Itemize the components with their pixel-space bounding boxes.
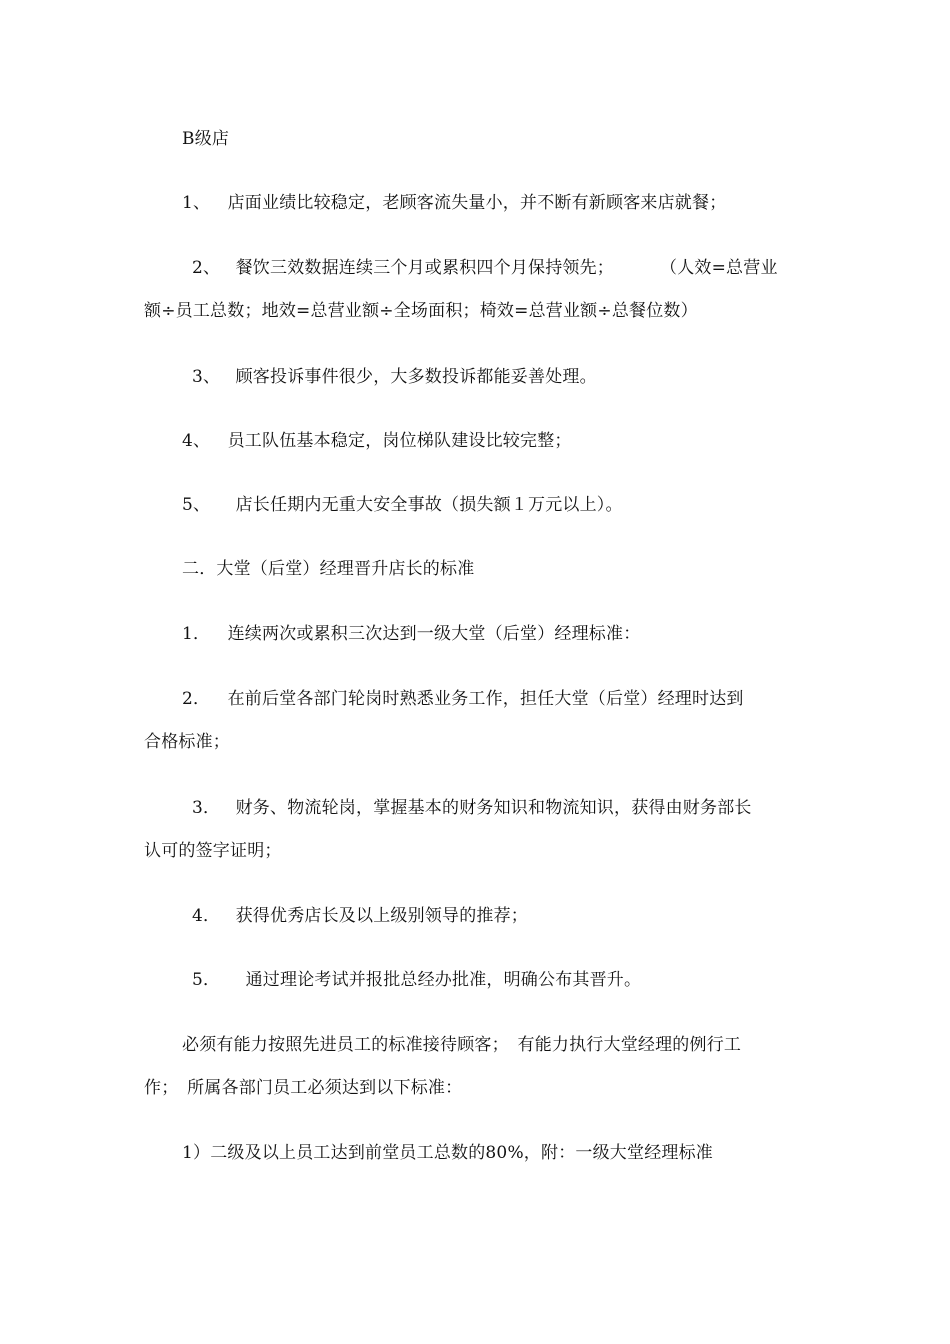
promo-item-2-number: 2．	[182, 689, 211, 709]
promo-item-3-number: 3．	[192, 798, 221, 818]
promo-item-4	[192, 905, 528, 927]
b-item-3-number: 3、	[192, 367, 221, 387]
b-item-5-text: 店长任期内无重大安全事故（损失额１万元以上）。	[235, 495, 623, 515]
ability-paragraph-line-1: 必须有能力按照先进员工的标准接待顾客； 有能力执行大堂经理的例行工	[182, 1035, 742, 1055]
promo-item-1-text: 连续两次或累积三次达到一级大堂（后堂）经理标准：	[227, 624, 641, 644]
b-item-2-text: 餐饮三效数据连续三个月或累积四个月保持领先；	[235, 258, 615, 278]
b-item-3	[192, 366, 597, 388]
b-item-4	[182, 430, 572, 452]
b-item-3-text: 顾客投诉事件很少，大多数投诉都能妥善处理。	[235, 367, 597, 387]
b-item-1	[182, 192, 726, 214]
b-item-4-number: 4、	[182, 431, 211, 451]
b-item-5-number: 5、	[182, 495, 211, 515]
promo-item-4-number: 4．	[192, 906, 221, 926]
b-item-2-formula-continued: 额÷员工总数；地效=总营业额÷全场面积；椅效=总营业额÷总餐位数）	[144, 301, 698, 321]
promo-item-5-number: 5．	[192, 970, 221, 990]
b-item-2-formula-start: （人效=总营业	[660, 258, 778, 278]
promo-item-1-number: 1．	[182, 624, 211, 644]
promo-item-3-text: 财务、物流轮岗，掌握基本的财务知识和物流知识，获得由财务部长	[235, 798, 752, 818]
promo-item-2-text: 在前后堂各部门轮岗时熟悉业务工作，担任大堂（后堂）经理时达到	[227, 689, 744, 709]
promo-item-3	[192, 797, 752, 819]
b-item-1-text: 店面业绩比较稳定，老顾客流失量小，并不断有新顾客来店就餐；	[227, 193, 727, 213]
b-item-1-number: 1、	[182, 193, 211, 213]
b-item-2-number: 2、	[192, 258, 221, 278]
promo-item-1	[182, 623, 640, 645]
promo-item-3-continued: 认可的签字证明；	[144, 841, 282, 861]
b-item-4-text: 员工队伍基本稳定，岗位梯队建设比较完整；	[227, 431, 572, 451]
promo-item-2	[182, 688, 744, 710]
b-item-5	[182, 494, 623, 516]
heading-b-level-store: B级店	[182, 129, 230, 149]
promo-item-5	[192, 969, 641, 991]
ability-paragraph-line-2: 作； 所属各部门员工必须达到以下标准：	[144, 1078, 463, 1098]
promo-item-4-text: 获得优秀店长及以上级别领导的推荐；	[235, 906, 529, 926]
staff-ratio-standard-line: 1）二级及以上员工达到前堂员工总数的80%，附：一级大堂经理标准	[182, 1143, 713, 1163]
b-item-2	[192, 257, 614, 279]
promo-item-5-text: 通过理论考试并报批总经办批准，明确公布其晋升。	[245, 970, 642, 990]
section-title-promotion-standard: 二．大堂（后堂）经理晋升店长的标准	[182, 559, 475, 579]
promo-item-2-continued: 合格标准；	[144, 732, 230, 752]
